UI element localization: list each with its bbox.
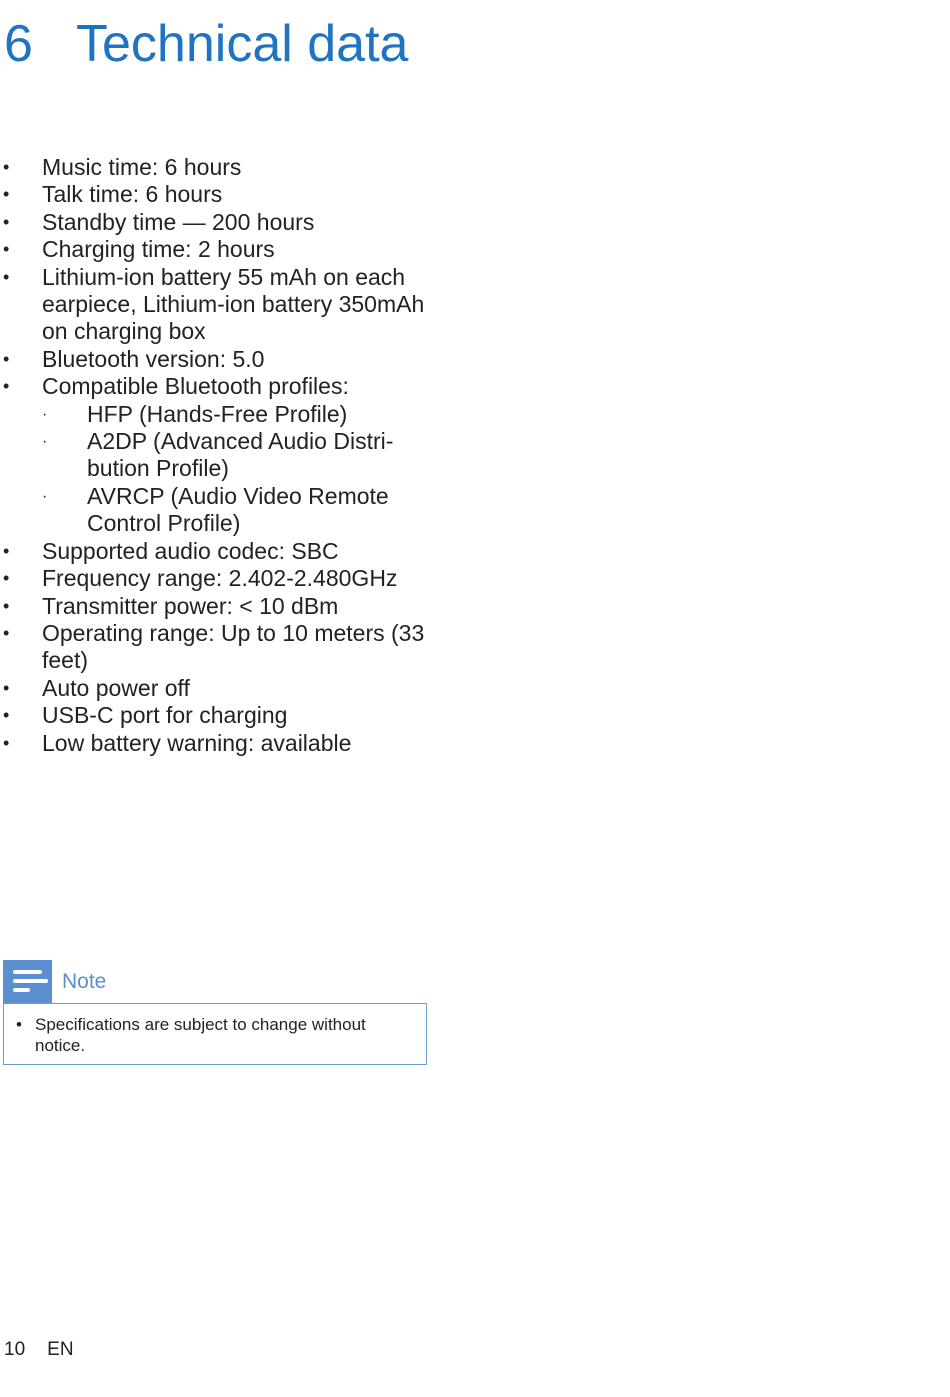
bullet-icon: • xyxy=(3,705,10,726)
spec-text: Lithium-ion battery 55 mAh on each earpiece, Lithium-ion battery 350mAh on charging box xyxy=(42,263,425,345)
bullet-icon: • xyxy=(3,622,10,643)
spec-text: Supported audio codec: SBC xyxy=(42,537,339,564)
bullet-icon: • xyxy=(3,677,10,698)
sub-bullet-icon: · xyxy=(42,433,48,451)
profile-item xyxy=(42,401,450,428)
spec-text: Music time: 6 hours xyxy=(42,154,242,180)
section-title: Technical data xyxy=(76,15,409,73)
spec-item xyxy=(0,346,450,373)
note-text: Specifications are subject to change without notice. xyxy=(35,1015,366,1055)
profile-item xyxy=(42,483,450,538)
note-label: Note xyxy=(62,970,107,993)
note-lines-icon-svg xyxy=(3,960,52,1003)
bullet-icon: • xyxy=(16,1015,22,1034)
note-item xyxy=(4,1014,414,1056)
page-number: 10 xyxy=(4,1339,26,1360)
bullet-icon: • xyxy=(3,239,10,260)
bullet-icon: • xyxy=(3,348,10,369)
spec-item xyxy=(0,154,450,181)
note-box xyxy=(3,1003,427,1065)
bullet-icon: • xyxy=(3,266,10,287)
bullet-icon: • xyxy=(3,568,10,589)
spec-item xyxy=(0,236,450,263)
spec-item xyxy=(0,209,450,236)
spec-item xyxy=(0,565,450,592)
sub-bullet-icon: · xyxy=(42,405,48,423)
bullet-icon: • xyxy=(3,376,10,397)
profile-text: HFP (Hands-Free Profile) xyxy=(87,400,348,427)
spec-item xyxy=(0,593,450,620)
spec-item xyxy=(0,373,450,537)
section-heading xyxy=(4,12,408,76)
spec-item xyxy=(0,181,450,208)
spec-text: USB-C port for charging xyxy=(42,702,288,729)
spec-item xyxy=(0,702,450,729)
page-footer xyxy=(4,1338,74,1362)
section-number: 6 xyxy=(4,15,33,73)
sub-bullet-icon: · xyxy=(42,487,48,505)
spec-text: Frequency range: 2.402-2.480GHz xyxy=(42,565,398,592)
bullet-icon: • xyxy=(3,184,10,205)
spec-item xyxy=(0,264,450,346)
spec-text: Operating range: Up to 10 meters (33 feet) xyxy=(42,619,425,674)
bullet-icon: • xyxy=(3,540,10,561)
profile-item xyxy=(42,428,450,483)
spec-list xyxy=(0,154,450,757)
spec-text: Auto power off xyxy=(42,674,190,701)
spec-item xyxy=(0,730,450,757)
bullet-icon: • xyxy=(3,732,10,753)
spec-text: Charging time: 2 hours xyxy=(42,236,275,263)
note-list xyxy=(4,1014,414,1056)
spec-text: Standby time — 200 hours xyxy=(42,208,315,235)
language-code: EN xyxy=(47,1339,74,1360)
spec-text: Talk time: 6 hours xyxy=(42,181,223,208)
profile-list xyxy=(42,401,450,538)
spec-item xyxy=(0,538,450,565)
spec-text: Bluetooth version: 5.0 xyxy=(42,345,265,372)
bullet-icon: • xyxy=(3,211,10,232)
spec-item xyxy=(0,620,450,675)
bullet-icon: • xyxy=(3,157,10,177)
profile-text: A2DP (Advanced Audio Distri-bution Profile) xyxy=(87,428,394,482)
spec-text: Low battery warning: available xyxy=(42,729,352,756)
note-lines-icon xyxy=(3,960,52,1003)
spec-item xyxy=(0,675,450,702)
spec-text: Compatible Bluetooth profiles: xyxy=(42,373,349,400)
profile-text: AVRCP (Audio Video Remote Control Profile) xyxy=(87,482,389,537)
bullet-icon: • xyxy=(3,595,10,616)
spec-text: Transmitter power: < 10 dBm xyxy=(42,592,339,619)
